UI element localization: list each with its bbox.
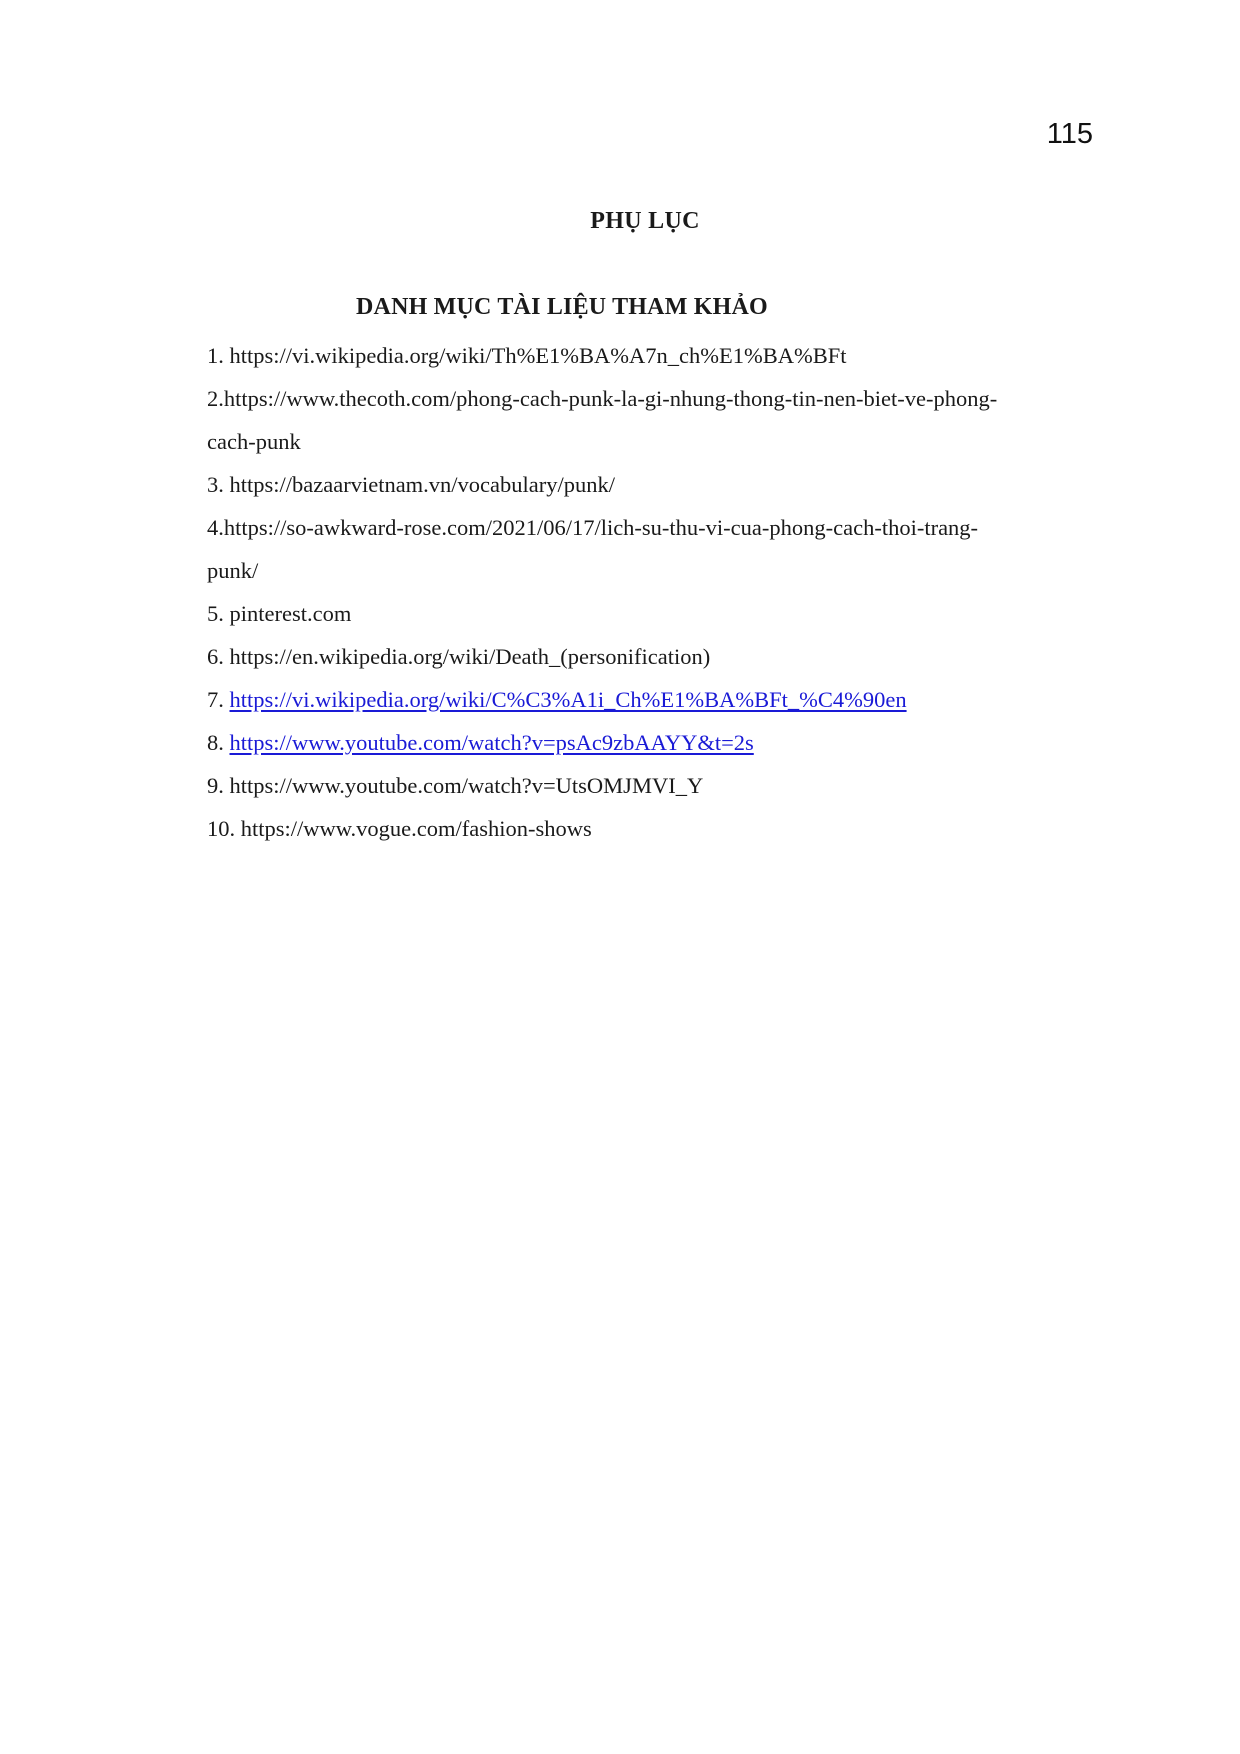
reference-item <box>207 678 1097 721</box>
reference-item <box>207 334 1097 377</box>
reference-url-text: https://www.youtube.com/watch?v=UtsOMJMVI_Y <box>229 773 704 798</box>
reference-item <box>207 635 1097 678</box>
reference-item <box>207 721 1097 764</box>
reference-url-text: https://www.thecoth.com/phong-cach-punk-la-gi-nhung-thong-tin-nen-biet-ve-phong- <box>223 386 998 411</box>
reference-url-text: pinterest.com <box>229 601 352 626</box>
reference-number: 6. <box>207 644 230 669</box>
reference-number: 9. <box>207 773 230 798</box>
reference-number: 3. <box>207 472 230 497</box>
reference-line <box>207 592 1097 635</box>
reference-url-text: https://so-awkward-rose.com/2021/06/17/lich-su-thu-vi-cua-phong-cach-thoi-trang- <box>223 515 979 540</box>
reference-item <box>207 807 1097 850</box>
reference-line <box>207 721 1097 764</box>
reference-number: 4. <box>207 515 224 540</box>
references-title: DANH MỤC TÀI LIỆU THAM KHẢO <box>356 294 768 320</box>
reference-link[interactable]: https://www.youtube.com/watch?v=psAc9zbAAYY&t=2s <box>229 730 754 755</box>
reference-list <box>207 334 1097 850</box>
reference-number: 2. <box>207 386 224 411</box>
reference-item <box>207 764 1097 807</box>
reference-line <box>207 764 1097 807</box>
reference-number: 8. <box>207 730 230 755</box>
reference-line <box>207 506 1097 549</box>
reference-link[interactable]: https://vi.wikipedia.org/wiki/C%C3%A1i_Ch%E1%BA%BFt_%C4%90en <box>229 687 907 712</box>
reference-line <box>207 635 1097 678</box>
reference-url-text: https://vi.wikipedia.org/wiki/Th%E1%BA%A7n_ch%E1%BA%BFt <box>229 343 847 368</box>
reference-number: 5. <box>207 601 230 626</box>
reference-line <box>207 334 1097 377</box>
appendix-title: PHỤ LỤC <box>590 208 700 234</box>
reference-url-text: cach-punk <box>207 429 301 454</box>
page-number: 115 <box>1046 118 1093 150</box>
reference-line <box>207 549 1097 592</box>
reference-url-text: punk/ <box>207 558 259 583</box>
reference-url-text: https://www.vogue.com/fashion-shows <box>240 816 592 841</box>
reference-line <box>207 420 1097 463</box>
reference-item <box>207 506 1097 592</box>
reference-number: 7. <box>207 687 230 712</box>
reference-line <box>207 807 1097 850</box>
reference-item <box>207 377 1097 463</box>
reference-line <box>207 463 1097 506</box>
reference-url-text: https://bazaarvietnam.vn/vocabulary/punk/ <box>229 472 616 497</box>
reference-number: 1. <box>207 343 230 368</box>
reference-line <box>207 678 1097 721</box>
reference-item <box>207 592 1097 635</box>
reference-line <box>207 377 1097 420</box>
reference-item <box>207 463 1097 506</box>
reference-url-text: https://en.wikipedia.org/wiki/Death_(personification) <box>229 644 711 669</box>
reference-number: 10. <box>207 816 241 841</box>
